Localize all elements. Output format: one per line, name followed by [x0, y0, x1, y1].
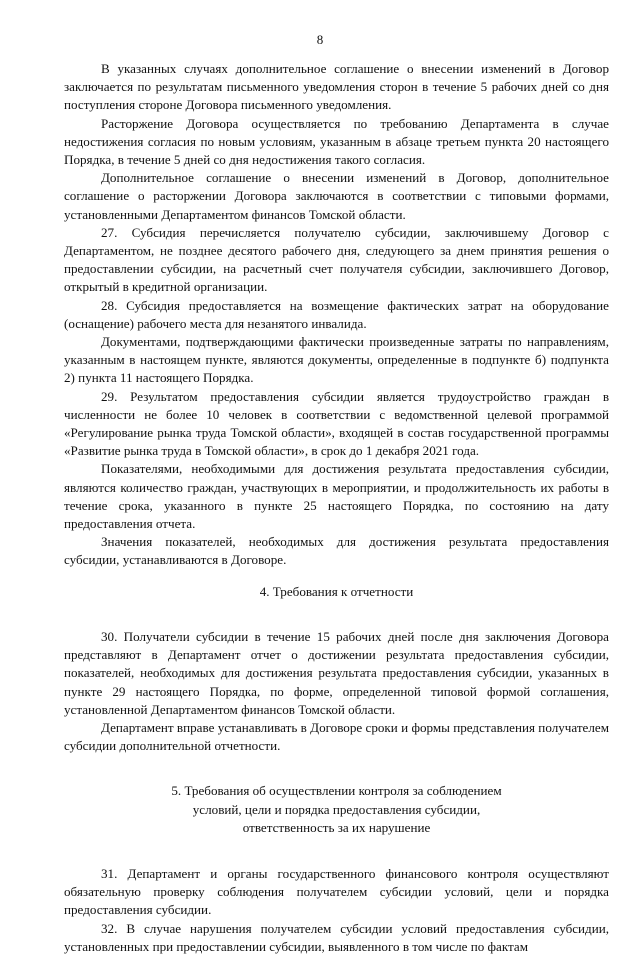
paragraph-item-27: 27. Субсидия перечисляется получателю субсидии, заключившему Договор с Департаментом, не позднее десятого рабочего дня, следующего за днем принятия решения о предоставлении субсидии, на расчетный счет получателя субсидии, заключившего Договор, открытый в кредитной организации.	[64, 224, 609, 295]
page-number: 8	[316, 32, 324, 47]
section-heading-4: 4. Требования к отчетности	[259, 583, 414, 599]
section-heading-5	[64, 782, 609, 837]
section-heading-5-line: условий, цели и порядка предоставления субсидии,	[192, 801, 481, 817]
paragraph-item-32: 32. В случае нарушения получателем субсидии условий предоставления субсидии, установленных при предоставлении субсидии, выявленного в том числе по фактам	[64, 920, 609, 954]
section-heading-5-line: 5. Требования об осуществлении контроля за соблюдением	[171, 783, 502, 799]
paragraph: Департамент вправе устанавливать в Договоре сроки и формы представления получателем субсидии дополнительной отчетности.	[64, 719, 609, 754]
paragraph: Расторжение Договора осуществляется по требованию Департамента в случае недостижения согласия по новым условиям, указанным в абзаце третьем пункта 20 настоящего Порядка, в течение 5 дней со дня недостижения такого согласия.	[64, 115, 609, 168]
paragraph: Показателями, необходимыми для достижения результата предоставления субсидии, являются количество граждан, участвующих в мероприятии, и продолжительность их работы в течение срока, указанного в пункте 25 настоящего Порядка, по состоянию на дату предоставления отчета.	[64, 461, 609, 532]
paragraph-item-31: 31. Департамент и органы государственного финансового контроля осуществляют обязательную проверку соблюдения получателем субсидии условий, цели и порядка предоставления субсидии.	[64, 865, 609, 918]
paragraph: Дополнительное соглашение о внесении изменений в Договор, дополнительное соглашение о расторжении Договора заключаются в соответствии с типовыми формами, установленными Департаментом финансов Томской области.	[64, 170, 609, 222]
paragraph-item-30: 30. Получатели субсидии в течение 15 рабочих дней после дня заключения Договора представляют в Департамент отчет о достижении результата предоставления субсидии, показателей, необходимых для достижения результата предоставления субсидии, указанных в пункте 29 настоящего Порядка, по форме, определенной типовой формой соглашения, установленной Департаментом финансов Томской области.	[64, 628, 609, 717]
paragraph: В указанных случаях дополнительное соглашение о внесении изменений в Договор заключается по результатам письменного уведомления сторон в течение 5 рабочих дней со дня поступления стороне Договора письменного уведомления.	[64, 61, 609, 113]
paragraph: Значения показателей, необходимых для достижения результата предоставления субсидии, устанавливаются в Договоре.	[64, 534, 609, 568]
paragraph-item-28: 28. Субсидия предоставляется на возмещение фактических затрат на оборудование (оснащение) рабочего места для незанятого инвалида.	[64, 297, 609, 331]
document-body	[64, 60, 609, 956]
paragraph: Документами, подтверждающими фактически произведенные затраты по направлениям, указанным в настоящем пункте, являются документы, определенные в подпункте б) подпункта 2) пункта 11 настоящего Порядка.	[64, 334, 609, 386]
paragraph-item-29: 29. Результатом предоставления субсидии является трудоустройство граждан в численности не более 10 человек в соответствии с ведомственной целевой программой «Регулирование рынка труда Томской области», входящей в состав государственной программы «Развитие рынка труда в Томской области», в срок до 1 декабря 2021 года.	[64, 388, 609, 459]
section-heading-5-line: ответственность за их нарушение	[242, 819, 431, 835]
